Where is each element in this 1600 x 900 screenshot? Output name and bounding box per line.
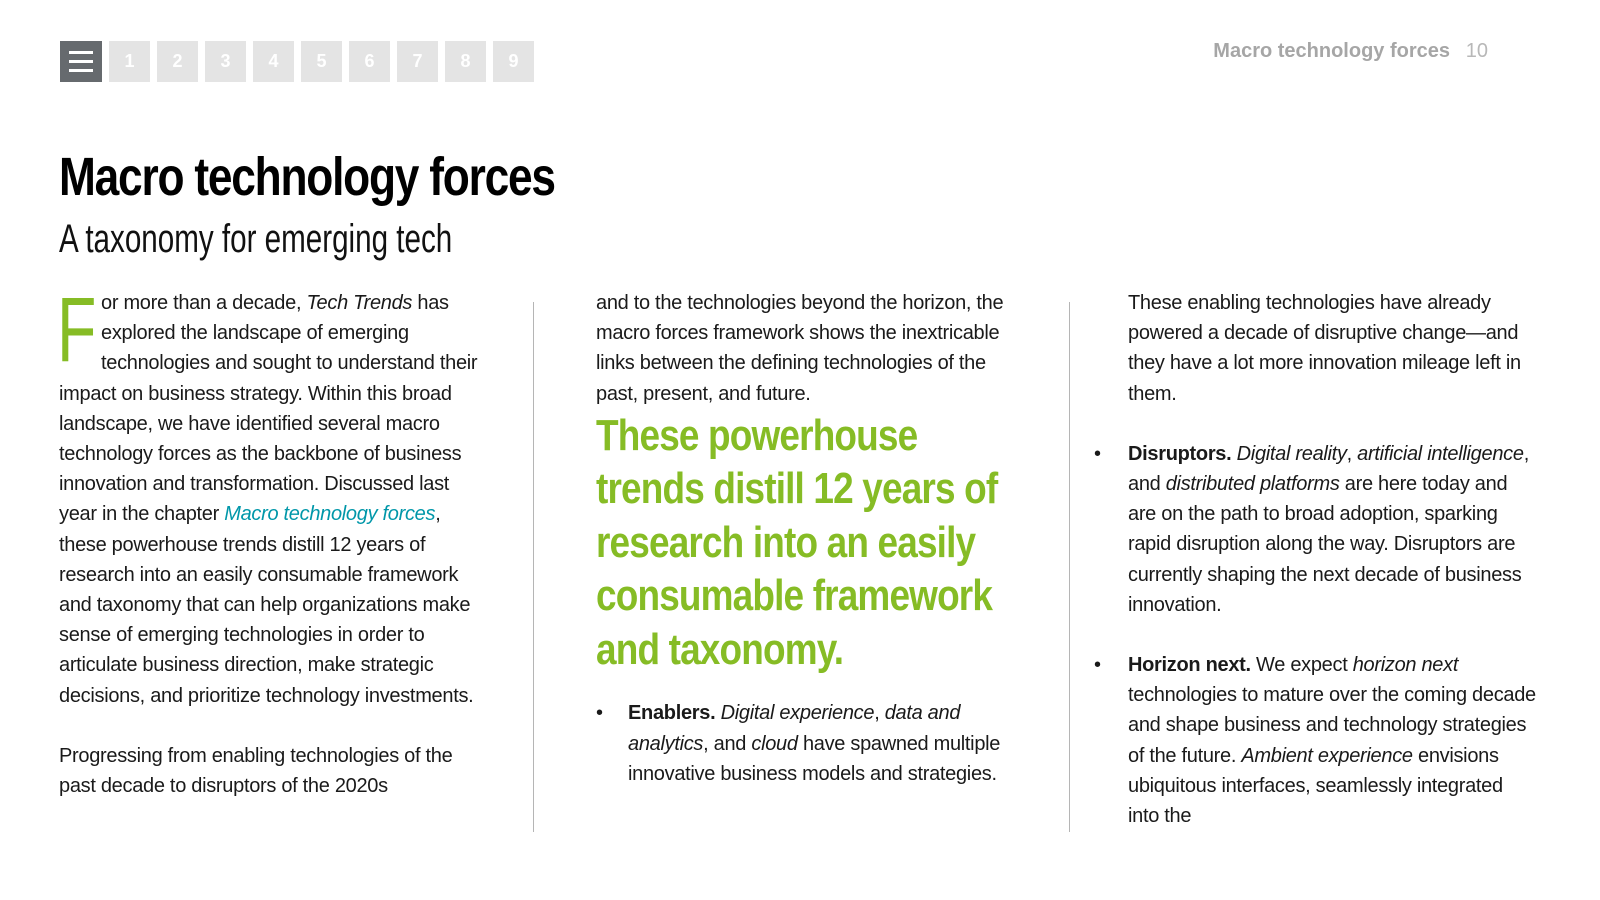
section-label: Macro technology forces xyxy=(1213,40,1450,62)
nav-item-1[interactable]: 1 xyxy=(109,41,150,82)
macro-forces-link[interactable]: Macro technology forces xyxy=(224,503,436,526)
nav-item-5[interactable]: 5 xyxy=(301,41,342,82)
intro-paragraph xyxy=(57,279,484,711)
list-item-enablers xyxy=(596,698,1021,789)
bullet-list xyxy=(596,698,1021,789)
nav-item-3[interactable]: 3 xyxy=(205,41,246,82)
text: has explored the landscape of emerging technologies and sought to understand their impact on business strategy. Within this broad landscape, we have identified several macro technology forces as the backbone of business innovation and transformation. Discussed last year in the chapter xyxy=(59,292,478,526)
page-number: 10 xyxy=(1465,40,1488,62)
nav-item-9[interactable]: 9 xyxy=(493,41,534,82)
drop-cap: F xyxy=(57,279,97,381)
column-1 xyxy=(57,279,484,801)
text: or more than a decade, xyxy=(101,292,307,314)
menu-icon-bar xyxy=(69,51,93,54)
term: data and analytics xyxy=(628,702,961,755)
term: Digital reality xyxy=(1236,442,1347,465)
bullet-icon: • xyxy=(1094,442,1101,465)
page-title: Macro technology forces xyxy=(59,147,555,207)
column-divider xyxy=(1069,302,1070,832)
nav-item-8[interactable]: 8 xyxy=(445,41,486,82)
paragraph-enablers-continued: These enabling technologies have already powered a decade of disruptive change—and they have a lot more innovation mileage left in them. xyxy=(1128,292,1521,405)
text: , and xyxy=(703,732,752,755)
term: distributed platforms xyxy=(1165,473,1340,496)
list-item-disruptors xyxy=(1096,439,1538,620)
publication-title: Tech Trends xyxy=(306,292,413,314)
term: Ambient experience xyxy=(1241,744,1413,767)
term: Digital experience xyxy=(720,702,875,725)
bullet-label: Horizon next. xyxy=(1128,654,1251,677)
bullet-icon: • xyxy=(596,702,603,725)
nav-item-2[interactable]: 2 xyxy=(157,41,198,82)
text: , and xyxy=(1128,442,1529,496)
term: horizon next xyxy=(1352,654,1459,677)
text: envisions ubiquitous interfaces, seamlessly integrated into the xyxy=(1128,744,1503,828)
menu-icon-bar xyxy=(69,60,93,63)
term: cloud xyxy=(751,732,798,755)
paragraph-2: Progressing from enabling technologies of the past decade to disruptors of the 2020s xyxy=(59,744,453,798)
chapter-nav xyxy=(60,41,534,82)
bullet-label: Disruptors. xyxy=(1128,442,1232,465)
text: , xyxy=(874,702,885,725)
menu-icon-bar xyxy=(69,69,93,72)
text: We expect xyxy=(1250,654,1353,677)
column-2 xyxy=(596,288,1021,789)
nav-item-6[interactable]: 6 xyxy=(349,41,390,82)
column-divider xyxy=(533,302,534,832)
pull-quote: These powerhouse trends distill 12 years of research into an easily consumable framework and taxonomy. xyxy=(596,410,998,674)
nav-item-4[interactable]: 4 xyxy=(253,41,294,82)
nav-item-7[interactable]: 7 xyxy=(397,41,438,82)
list-item-horizon-next xyxy=(1096,650,1538,831)
page-subtitle: A taxonomy for emerging tech xyxy=(59,217,453,261)
text: have spawned multiple innovative business models and strategies. xyxy=(628,732,1001,785)
bullet-list xyxy=(1096,439,1538,831)
text: , these powerhouse trends distill 12 years of research into an easily consumable framework and taxonomy that can help organizations make sense of emerging technologies in order to articulate business direction, make strategic decisions, and prioritize technology investments. xyxy=(59,503,474,707)
menu-icon[interactable] xyxy=(60,41,102,82)
bullet-label: Enablers. xyxy=(628,702,716,725)
text: , xyxy=(1346,442,1358,465)
column-3 xyxy=(1094,288,1538,831)
term: artificial intelligence xyxy=(1357,442,1524,465)
text: technologies to mature over the coming decade and shape business and technology strategies of the future. xyxy=(1128,684,1536,767)
paragraph-continued: and to the technologies beyond the horizon, the macro forces framework shows the inextricable links between the defining technologies of the past, present, and future. xyxy=(596,292,1004,405)
bullet-icon: • xyxy=(1094,654,1101,677)
text: are here today and are on the path to broad adoption, sparking rapid disruption along the way. Disruptors are currently shaping the next decade of business innovation. xyxy=(1128,473,1522,616)
